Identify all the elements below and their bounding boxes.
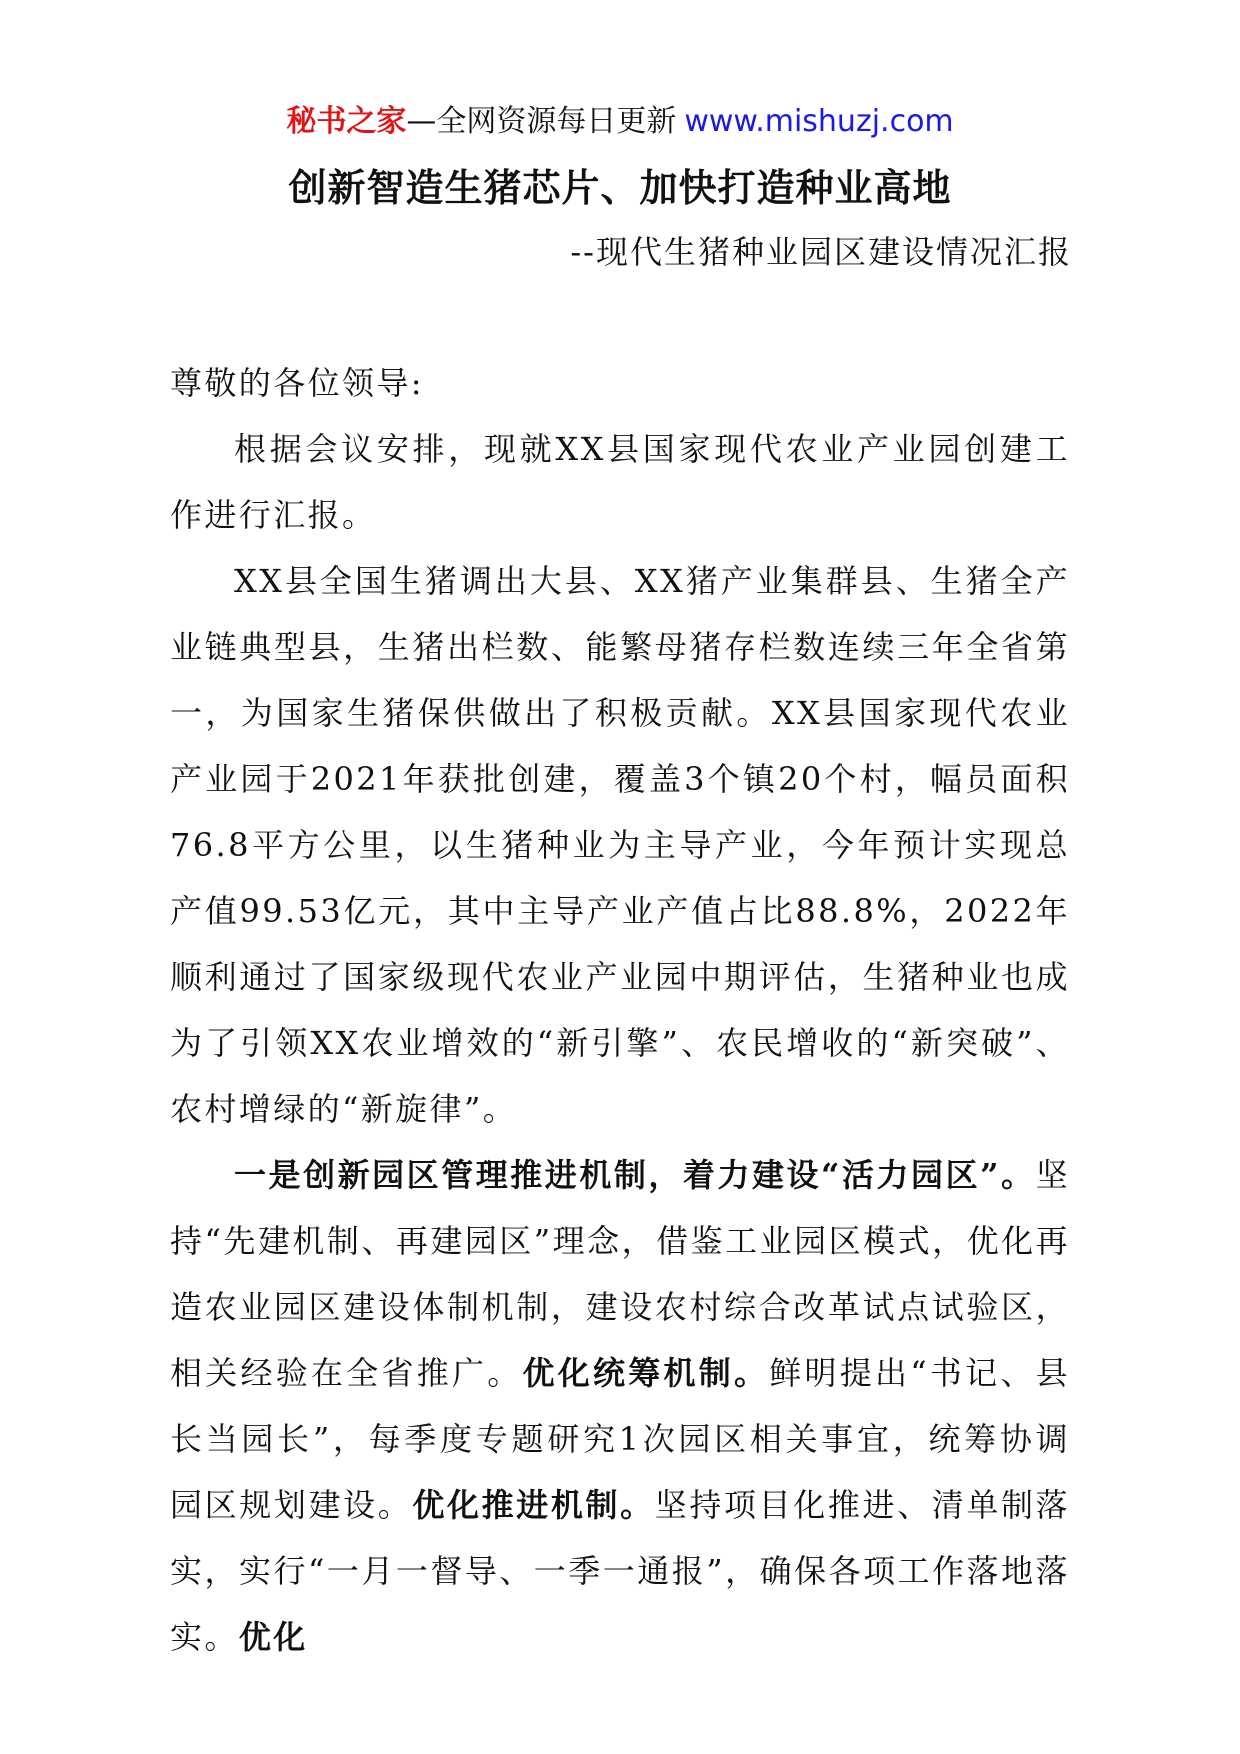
paragraph-3-text-1: 坚持“先建机制、再建园区”理念，借鉴工业园区模式，优化再造农业园区建设体制机制，建设农村综合改革试点试验区，相关经验在全省推广。 — [170, 1156, 1070, 1392]
brand-name: 秘书之家 — [286, 104, 407, 139]
subheading-promotion: 优化推进机制。 — [412, 1486, 655, 1524]
section-heading-1: 一是创新园区管理推进机制，着力建设“活力园区”。 — [234, 1156, 1036, 1194]
paragraph-3-text-3: 坚持项目化推进、清单制落实，实行“一月一督导、一季一通报”，确保各项工作落地落实。 — [170, 1486, 1070, 1656]
document-title: 创新智造生猪芯片、加快打造种业高地 — [288, 165, 952, 210]
salutation: 尊敬的各位领导: — [170, 364, 424, 402]
site-header — [0, 100, 1240, 144]
subheading-trailing: 优化 — [238, 1618, 308, 1656]
paragraph-3 — [170, 1142, 1070, 1670]
document-body — [170, 350, 1070, 1670]
paragraph-2: XX县全国生猪调出大县、XX猪产业集群县、生猪全产业链典型县，生猪出栏数、能繁母猪存栏数连续三年全省第一，为国家生猪保供做出了积极贡献。XX县国家现代农业产业园于2021年获批创建，覆盖3个镇20个村，幅员面积76.8平方公里，以生猪种业为主导产业，今年预计实现总产值99.53亿元，其中主导产业产值占比88.8%，2022年顺利通过了国家级现代农业产业园中期评估，生猪种业也成为了引领XX农业增效的“新引擎”、农民增收的“新突破”、农村增绿的“新旋律”。 — [170, 562, 1070, 1128]
paragraph-1: 根据会议安排，现就XX县国家现代农业产业园创建工作进行汇报。 — [170, 430, 1070, 534]
subheading-coordination: 优化统筹机制。 — [522, 1354, 770, 1392]
header-tagline: —全网资源每日更新 — [406, 104, 677, 139]
site-url-link[interactable]: www.mishuzj.com — [684, 104, 954, 139]
paragraph-3-text-2: 鲜明提出“书记、县长当园长”，每季度专题研究1次园区相关事宜，统筹协调园区规划建设。 — [170, 1354, 1070, 1524]
document-subtitle: --现代生猪种业园区建设情况汇报 — [570, 233, 1072, 271]
